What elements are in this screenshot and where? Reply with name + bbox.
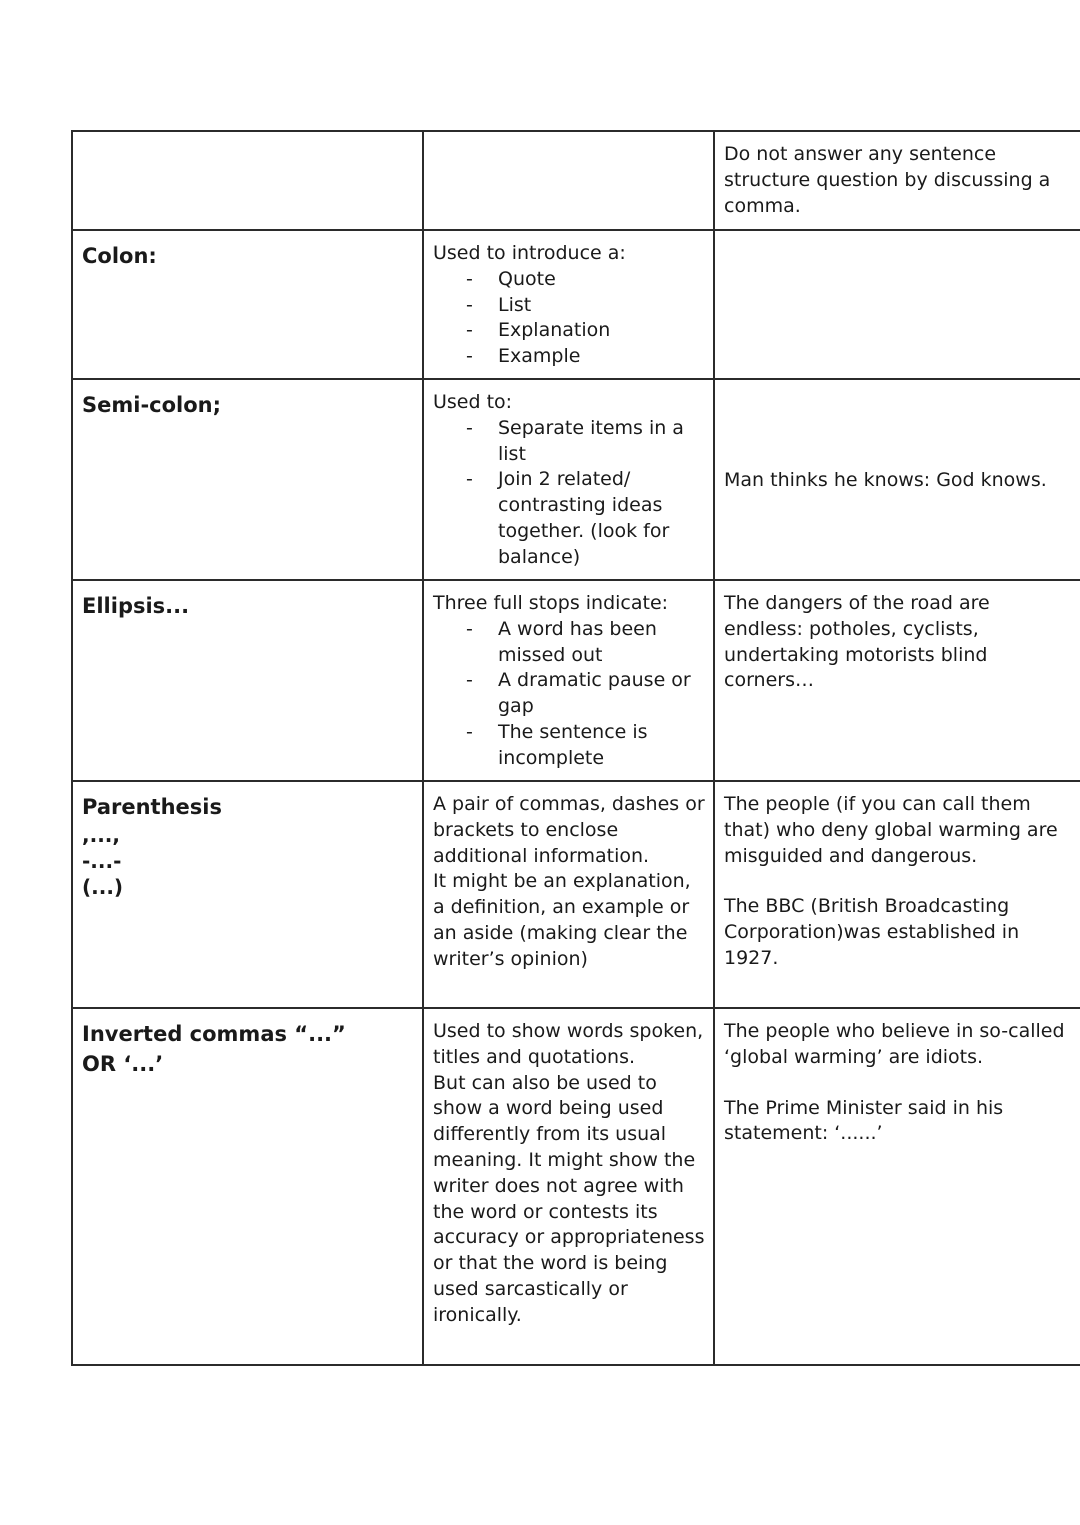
example-cell (714, 379, 1080, 580)
example-cell (714, 230, 1080, 379)
example-text: The people (if you can call them that) who deny global warming are misguided and dangerous. (724, 792, 1058, 867)
usage-text: Used to show words spoken, titles and quotations. (433, 1019, 704, 1068)
example-text: Man thinks he knows: God knows. (724, 468, 1047, 491)
usage-list (433, 267, 705, 370)
symbol-commas: ,..., (82, 822, 120, 847)
usage-text: But can also be used to show a word being used differently from its usual meaning. It might show the writer does not agree with the word or contests its accuracy or appropriateness or that the word is being used sarcastically or ironically. (433, 1071, 705, 1326)
usage-cell (423, 781, 714, 1008)
table-row (72, 781, 1080, 1008)
table-row (72, 379, 1080, 580)
term-inverted-commas: Inverted commas “...” (82, 1021, 346, 1046)
punctuation-table (71, 130, 1080, 1366)
usage-cell (423, 131, 714, 230)
term-cell (72, 379, 423, 580)
example-cell (714, 1008, 1080, 1365)
table-row (72, 230, 1080, 379)
symbol-brackets: (...) (82, 874, 124, 899)
usage-cell (423, 1008, 714, 1365)
usage-list (433, 416, 705, 571)
list-item: - Quote (498, 267, 705, 293)
table-row (72, 1008, 1080, 1365)
term-colon: Colon: (82, 244, 157, 268)
usage-list (433, 617, 705, 772)
term-cell (72, 230, 423, 379)
term-cell (72, 1008, 423, 1365)
usage-intro: Three full stops indicate: (433, 591, 669, 614)
list-item: - A word has been missed out (498, 617, 705, 669)
usage-intro: Used to: (433, 390, 513, 413)
list-item: - List (498, 293, 705, 319)
usage-cell (423, 230, 714, 379)
term-cell (72, 580, 423, 781)
list-item: - The sentence is incomplete (498, 720, 705, 772)
term-cell (72, 131, 423, 230)
note-text: Do not answer any sentence structure question by discussing a comma. (724, 143, 1051, 217)
example-cell (714, 580, 1080, 781)
table-row (72, 580, 1080, 781)
list-item: - A dramatic pause or gap (498, 668, 705, 720)
term-inverted-commas-alt: OR ‘...’ (82, 1051, 164, 1076)
example-text: The people who believe in so-called ‘global warming’ are idiots. (724, 1019, 1065, 1068)
example-text: The dangers of the road are endless: potholes, cyclists, undertaking motorists blind corners… (724, 591, 990, 692)
term-semicolon: Semi-colon; (82, 392, 222, 417)
example-text: The Prime Minister said in his statement: ‘......’ (724, 1096, 1004, 1145)
table-row (72, 131, 1080, 230)
list-item: - Example (498, 344, 705, 370)
usage-intro: Used to introduce a: (433, 242, 626, 264)
term-ellipsis: Ellipsis... (82, 593, 190, 618)
usage-cell (423, 580, 714, 781)
example-text: The BBC (British Broadcasting Corporation)was established in 1927. (724, 895, 1020, 969)
term-cell (72, 781, 423, 1008)
list-item: - Separate items in a list (498, 416, 705, 468)
usage-text: A pair of commas, dashes or brackets to enclose additional information. (433, 792, 705, 867)
parenthesis-symbols (82, 822, 414, 900)
example-cell (714, 781, 1080, 1008)
term-parenthesis: Parenthesis (82, 794, 222, 819)
usage-cell (423, 379, 714, 580)
example-cell (714, 131, 1080, 230)
symbol-dashes: -...- (82, 848, 122, 873)
usage-text: It might be an explanation, a definition, an example or an aside (making clear the writer’s opinion) (433, 870, 691, 970)
list-item: - Join 2 related/ contrasting ideas together. (look for balance) (498, 467, 705, 570)
list-item: - Explanation (498, 318, 705, 344)
